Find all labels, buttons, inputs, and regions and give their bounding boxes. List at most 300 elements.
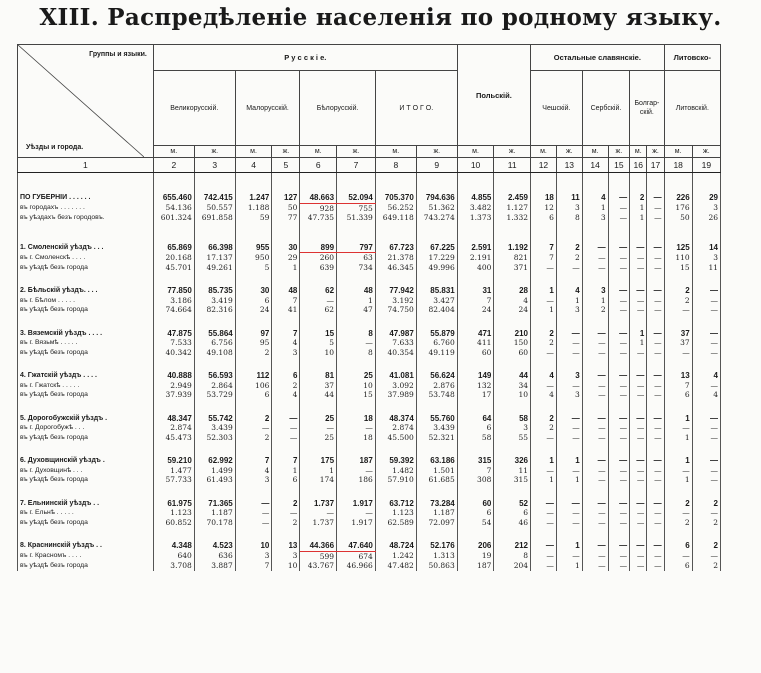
male-column-header: м. xyxy=(531,146,557,158)
table-cell: 2.864 xyxy=(194,381,235,391)
table-cell: 1 xyxy=(531,286,557,296)
table-cell: 734 xyxy=(337,263,376,273)
table-cell: 132 xyxy=(457,381,494,391)
table-cell: — xyxy=(608,243,630,253)
table-cell: 6 xyxy=(272,371,300,381)
table-cell: 7 xyxy=(664,381,692,391)
table-cell: 176 xyxy=(664,203,692,213)
table-cell: 13 xyxy=(272,541,300,551)
table-cell: — xyxy=(272,423,300,433)
table-cell: 743.274 xyxy=(416,213,457,223)
table-cell: 210 xyxy=(494,329,531,339)
table-cell: — xyxy=(664,508,692,518)
row-label: въ уѣздѣ безъ города xyxy=(18,518,154,528)
table-cell: 48.724 xyxy=(375,541,416,551)
table-cell: — xyxy=(647,213,664,223)
table-cell: 1 xyxy=(556,456,582,466)
table-cell: 56.624 xyxy=(416,371,457,381)
table-cell: 26 xyxy=(692,213,720,223)
table-cell: 2 xyxy=(235,414,272,424)
table-cell: 1 xyxy=(531,456,557,466)
table-cell: 43.767 xyxy=(300,561,337,571)
table-cell: 691.858 xyxy=(194,213,235,223)
female-column-header: ж. xyxy=(647,146,664,158)
table-cell: 63.186 xyxy=(416,456,457,466)
table-cell: — xyxy=(647,381,664,391)
table-cell: — xyxy=(630,263,647,273)
table-cell: 66.398 xyxy=(194,243,235,253)
table-cell: 82.316 xyxy=(194,305,235,315)
table-cell: 2 xyxy=(556,253,582,263)
table-cell: 48 xyxy=(272,286,300,296)
table-cell: 2 xyxy=(692,541,720,551)
table-cell: — xyxy=(647,414,664,424)
table-cell: — xyxy=(608,348,630,358)
table-cell: 25 xyxy=(300,414,337,424)
table-cell: — xyxy=(337,423,376,433)
table-cell: — xyxy=(300,423,337,433)
table-cell: 37.939 xyxy=(153,390,194,400)
table-cell: 55.760 xyxy=(416,414,457,424)
table-cell: 2 xyxy=(692,561,720,571)
table-row xyxy=(18,508,721,518)
table-cell: 61.493 xyxy=(194,475,235,485)
table-cell: 112 xyxy=(235,371,272,381)
table-cell: 57.910 xyxy=(375,475,416,485)
table-cell: — xyxy=(608,475,630,485)
district-total-row xyxy=(18,243,721,253)
male-column-header: м. xyxy=(582,146,608,158)
table-cell: — xyxy=(556,338,582,348)
table-cell: — xyxy=(556,414,582,424)
row-label: 8. Краснинскій уѣздъ . . xyxy=(18,541,154,551)
table-cell: — xyxy=(556,551,582,561)
table-cell: 47 xyxy=(337,305,376,315)
table-cell: 2 xyxy=(630,193,647,203)
table-cell: 61.975 xyxy=(153,499,194,509)
table-cell: 77.942 xyxy=(375,286,416,296)
table-cell: 31 xyxy=(457,286,494,296)
table-cell: 37.989 xyxy=(375,390,416,400)
table-cell: — xyxy=(630,253,647,263)
table-cell: 8 xyxy=(556,213,582,223)
table-cell: 7 xyxy=(457,296,494,306)
table-cell: — xyxy=(664,551,692,561)
table-cell: 4 xyxy=(494,296,531,306)
table-cell: — xyxy=(630,466,647,476)
table-cell: 2.874 xyxy=(375,423,416,433)
table-cell: 7 xyxy=(457,466,494,476)
table-cell: — xyxy=(582,348,608,358)
row-label: въ уѣздѣ безъ города xyxy=(18,390,154,400)
table-row xyxy=(18,518,721,528)
table-cell: 47.640 xyxy=(337,541,376,551)
table-cell: 61.685 xyxy=(416,475,457,485)
table-cell: 3 xyxy=(556,371,582,381)
male-column-header: м. xyxy=(664,146,692,158)
table-cell: 1.187 xyxy=(416,508,457,518)
table-cell: 1 xyxy=(664,475,692,485)
table-cell: 1 xyxy=(664,456,692,466)
row-label: 1. Смоленскій уѣздъ . . . xyxy=(18,243,154,253)
table-cell: 55.742 xyxy=(194,414,235,424)
table-cell: 4 xyxy=(556,286,582,296)
table-cell: — xyxy=(647,561,664,571)
table-cell: 47.987 xyxy=(375,329,416,339)
row-label: въ г. Вязьмѣ . . . . . xyxy=(18,338,154,348)
table-cell: 3 xyxy=(556,203,582,213)
row-label: 6. Духовщинскій уѣздъ . xyxy=(18,456,154,466)
table-cell: 44.366 xyxy=(300,541,337,551)
table-cell: — xyxy=(608,329,630,339)
column-number: 3 xyxy=(194,158,235,173)
table-cell: — xyxy=(608,508,630,518)
table-row xyxy=(18,253,721,263)
table-cell: 19 xyxy=(457,551,494,561)
table-cell: 3 xyxy=(692,253,720,263)
table-cell: 74.750 xyxy=(375,305,416,315)
table-cell: 17.229 xyxy=(416,253,457,263)
row-label: въ г. Дорогобужѣ . . . xyxy=(18,423,154,433)
table-cell: 1.127 xyxy=(494,203,531,213)
table-cell: 4 xyxy=(235,466,272,476)
table-cell: 44 xyxy=(300,390,337,400)
table-cell: 53.729 xyxy=(194,390,235,400)
table-cell: — xyxy=(647,305,664,315)
table-cell: — xyxy=(608,433,630,443)
table-cell: 57.733 xyxy=(153,475,194,485)
table-cell: 2 xyxy=(531,414,557,424)
table-cell: 6.756 xyxy=(194,338,235,348)
table-cell: 64 xyxy=(457,414,494,424)
row-label: 3. Вяземскій уѣздъ . . . . xyxy=(18,329,154,339)
table-cell: 411 xyxy=(457,338,494,348)
table-cell: — xyxy=(647,338,664,348)
table-cell: — xyxy=(272,508,300,518)
table-cell: 599 xyxy=(300,551,337,561)
table-cell: — xyxy=(235,518,272,528)
table-cell: — xyxy=(272,414,300,424)
table-cell: — xyxy=(582,456,608,466)
table-cell: — xyxy=(337,466,376,476)
row-label: въ г. Бѣлом . . . . . xyxy=(18,296,154,306)
table-cell: — xyxy=(608,253,630,263)
female-column-header: ж. xyxy=(608,146,630,158)
table-cell: 315 xyxy=(457,456,494,466)
column-number: 12 xyxy=(531,158,557,173)
table-cell: — xyxy=(647,371,664,381)
row-label: 7. Ельнинскій уѣздъ . . xyxy=(18,499,154,509)
table-cell: — xyxy=(630,475,647,485)
table-cell: 40.342 xyxy=(153,348,194,358)
table-cell: — xyxy=(647,518,664,528)
table-cell: 11 xyxy=(494,466,531,476)
table-cell: 58 xyxy=(494,414,531,424)
table-cell: 3 xyxy=(556,305,582,315)
table-cell: — xyxy=(531,541,557,551)
table-cell: 1 xyxy=(531,475,557,485)
table-cell: 7 xyxy=(272,329,300,339)
table-cell: 1.477 xyxy=(153,466,194,476)
table-cell: — xyxy=(531,561,557,571)
table-cell: 950 xyxy=(235,253,272,263)
table-cell: 6 xyxy=(235,296,272,306)
table-cell: 41 xyxy=(272,305,300,315)
table-cell: 60 xyxy=(457,499,494,509)
table-cell: — xyxy=(531,508,557,518)
table-cell: — xyxy=(692,338,720,348)
table-cell: 1.482 xyxy=(375,466,416,476)
table-cell: — xyxy=(692,475,720,485)
table-cell: 29 xyxy=(272,253,300,263)
row-label: въ уѣздѣ безъ города xyxy=(18,561,154,571)
table-cell: 2.191 xyxy=(457,253,494,263)
table-cell: 705.370 xyxy=(375,193,416,203)
table-cell: 17 xyxy=(457,390,494,400)
table-cell: 53.748 xyxy=(416,390,457,400)
table-cell: 74.664 xyxy=(153,305,194,315)
table-cell: 821 xyxy=(494,253,531,263)
table-cell: 4 xyxy=(582,193,608,203)
table-cell: 2 xyxy=(272,381,300,391)
table-cell: 899 xyxy=(300,243,337,253)
lithuanian-header: Литовскій. xyxy=(664,71,720,146)
table-cell: — xyxy=(647,193,664,203)
table-cell: 30 xyxy=(235,286,272,296)
table-cell: — xyxy=(647,348,664,358)
table-cell: 4 xyxy=(272,390,300,400)
russian-group-header: Р у с с к і е. xyxy=(153,45,457,71)
table-cell: 2 xyxy=(272,499,300,509)
table-cell: 71.365 xyxy=(194,499,235,509)
table-row xyxy=(18,348,721,358)
table-cell: 2 xyxy=(272,518,300,528)
table-cell: 2.874 xyxy=(153,423,194,433)
table-cell: 3 xyxy=(692,203,720,213)
table-cell: — xyxy=(608,263,630,273)
table-row xyxy=(18,338,721,348)
table-cell: — xyxy=(630,423,647,433)
district-total-row xyxy=(18,499,721,509)
table-cell: — xyxy=(337,508,376,518)
table-cell: 1 xyxy=(630,203,647,213)
table-cell: 3.186 xyxy=(153,296,194,306)
table-cell: 4.348 xyxy=(153,541,194,551)
table-cell: 1 xyxy=(630,213,647,223)
table-cell: 7.633 xyxy=(375,338,416,348)
table-row xyxy=(18,263,721,273)
table-cell: 17.137 xyxy=(194,253,235,263)
table-cell: 400 xyxy=(457,263,494,273)
male-column-header: м. xyxy=(375,146,416,158)
table-cell: 127 xyxy=(272,193,300,203)
table-cell: — xyxy=(692,423,720,433)
corner-header xyxy=(18,45,154,158)
table-row xyxy=(18,561,721,571)
table-row xyxy=(18,381,721,391)
table-cell: 2 xyxy=(664,518,692,528)
table-cell: 46.345 xyxy=(375,263,416,273)
table-cell: 49.108 xyxy=(194,348,235,358)
female-column-header: ж. xyxy=(692,146,720,158)
table-cell: 1.501 xyxy=(416,466,457,476)
table-cell: — xyxy=(630,305,647,315)
table-cell: 67.723 xyxy=(375,243,416,253)
row-label: въ городахъ . . . . . . . xyxy=(18,203,154,213)
table-cell: 6 xyxy=(664,541,692,551)
table-cell: 4 xyxy=(272,338,300,348)
table-cell: — xyxy=(692,329,720,339)
table-cell: — xyxy=(692,286,720,296)
table-cell: 308 xyxy=(457,475,494,485)
table-cell: — xyxy=(647,296,664,306)
table-cell: — xyxy=(531,381,557,391)
table-cell: — xyxy=(647,433,664,443)
table-cell: 7 xyxy=(531,243,557,253)
female-column-header: ж. xyxy=(194,146,235,158)
table-cell: 55.864 xyxy=(194,329,235,339)
table-cell: 1.192 xyxy=(494,243,531,253)
table-cell: 47.735 xyxy=(300,213,337,223)
table-cell: — xyxy=(647,243,664,253)
table-cell: 59 xyxy=(235,213,272,223)
table-cell: 1.187 xyxy=(194,508,235,518)
table-cell: 4 xyxy=(531,390,557,400)
table-cell: — xyxy=(664,305,692,315)
table-cell: 18 xyxy=(337,414,376,424)
table-cell: — xyxy=(647,263,664,273)
table-cell: 10 xyxy=(494,390,531,400)
table-cell: — xyxy=(582,561,608,571)
table-cell: 742.415 xyxy=(194,193,235,203)
column-number: 17 xyxy=(647,158,664,173)
table-cell: 15 xyxy=(300,329,337,339)
table-cell: 2 xyxy=(531,329,557,339)
table-cell: — xyxy=(630,561,647,571)
table-cell: — xyxy=(608,499,630,509)
table-cell: — xyxy=(647,329,664,339)
table-cell: — xyxy=(608,518,630,528)
table-cell: — xyxy=(608,414,630,424)
table-cell: — xyxy=(647,203,664,213)
row-label: въ уѣздѣ безъ города xyxy=(18,305,154,315)
table-cell: — xyxy=(608,381,630,391)
table-cell: 3.439 xyxy=(194,423,235,433)
table-cell: 1.242 xyxy=(375,551,416,561)
table-cell: 187 xyxy=(337,456,376,466)
table-cell: 2.591 xyxy=(457,243,494,253)
district-total-row xyxy=(18,286,721,296)
table-cell: 2 xyxy=(664,296,692,306)
table-cell: — xyxy=(582,414,608,424)
table-cell: 125 xyxy=(664,243,692,253)
table-cell: 6.760 xyxy=(416,338,457,348)
table-cell: 4.855 xyxy=(457,193,494,203)
table-cell: 7 xyxy=(235,561,272,571)
table-cell: — xyxy=(531,263,557,273)
table-cell: 1 xyxy=(630,338,647,348)
table-cell: 37 xyxy=(664,329,692,339)
table-cell: 1 xyxy=(531,305,557,315)
table-cell: 174 xyxy=(300,475,337,485)
table-cell: — xyxy=(531,518,557,528)
table-cell: 1.188 xyxy=(235,203,272,213)
female-column-header: ж. xyxy=(272,146,300,158)
table-cell: 18 xyxy=(531,193,557,203)
table-cell: 1 xyxy=(630,329,647,339)
polish-header: Польскій. xyxy=(457,45,530,146)
table-cell: — xyxy=(608,305,630,315)
column-number: 2 xyxy=(153,158,194,173)
table-cell: 28 xyxy=(494,286,531,296)
table-cell: 25 xyxy=(300,433,337,443)
table-cell: 649.118 xyxy=(375,213,416,223)
table-cell: 315 xyxy=(494,475,531,485)
table-cell: 6 xyxy=(664,390,692,400)
table-cell: 4 xyxy=(692,390,720,400)
table-cell: — xyxy=(692,551,720,561)
table-cell: 65.869 xyxy=(153,243,194,253)
column-number: 1 xyxy=(18,158,154,173)
table-cell: 6 xyxy=(664,561,692,571)
table-cell: — xyxy=(272,433,300,443)
table-cell: — xyxy=(235,423,272,433)
table-cell: 82.404 xyxy=(416,305,457,315)
table-cell: 67.225 xyxy=(416,243,457,253)
table-cell: 51.362 xyxy=(416,203,457,213)
table-cell: 187 xyxy=(457,561,494,571)
table-cell: — xyxy=(531,348,557,358)
table-cell: — xyxy=(235,499,272,509)
table-cell: — xyxy=(300,508,337,518)
table-cell: 7.533 xyxy=(153,338,194,348)
table-cell: 46 xyxy=(494,518,531,528)
row-label: въ уѣздѣ безъ города xyxy=(18,475,154,485)
czech-header: Чешскій. xyxy=(531,71,583,146)
table-cell: — xyxy=(647,499,664,509)
male-column-header: м. xyxy=(630,146,647,158)
table-cell: — xyxy=(556,348,582,358)
table-cell: 3 xyxy=(494,423,531,433)
table-cell: — xyxy=(531,433,557,443)
male-column-header: м. xyxy=(235,146,272,158)
table-cell: 7 xyxy=(235,456,272,466)
table-cell: 1.917 xyxy=(337,518,376,528)
table-row xyxy=(18,213,721,223)
table-cell: — xyxy=(608,213,630,223)
table-cell: 52.094 xyxy=(337,193,376,203)
table-cell: 58 xyxy=(457,433,494,443)
table-cell: — xyxy=(582,338,608,348)
table-cell: 2 xyxy=(235,433,272,443)
table-cell: 11 xyxy=(692,263,720,273)
table-cell: — xyxy=(630,390,647,400)
table-cell: 59.392 xyxy=(375,456,416,466)
table-cell: 73.284 xyxy=(416,499,457,509)
table-cell: 797 xyxy=(337,243,376,253)
table-cell: 52 xyxy=(494,499,531,509)
table-cell: — xyxy=(692,296,720,306)
table-cell: 1 xyxy=(556,475,582,485)
table-cell: 46.966 xyxy=(337,561,376,571)
table-cell: — xyxy=(582,423,608,433)
male-column-header: м. xyxy=(457,146,494,158)
table-cell: — xyxy=(630,456,647,466)
little-russian-header: Малорусскій. xyxy=(235,71,300,146)
table-cell: — xyxy=(608,371,630,381)
table-cell: 49.261 xyxy=(194,263,235,273)
table-cell: 13 xyxy=(664,371,692,381)
